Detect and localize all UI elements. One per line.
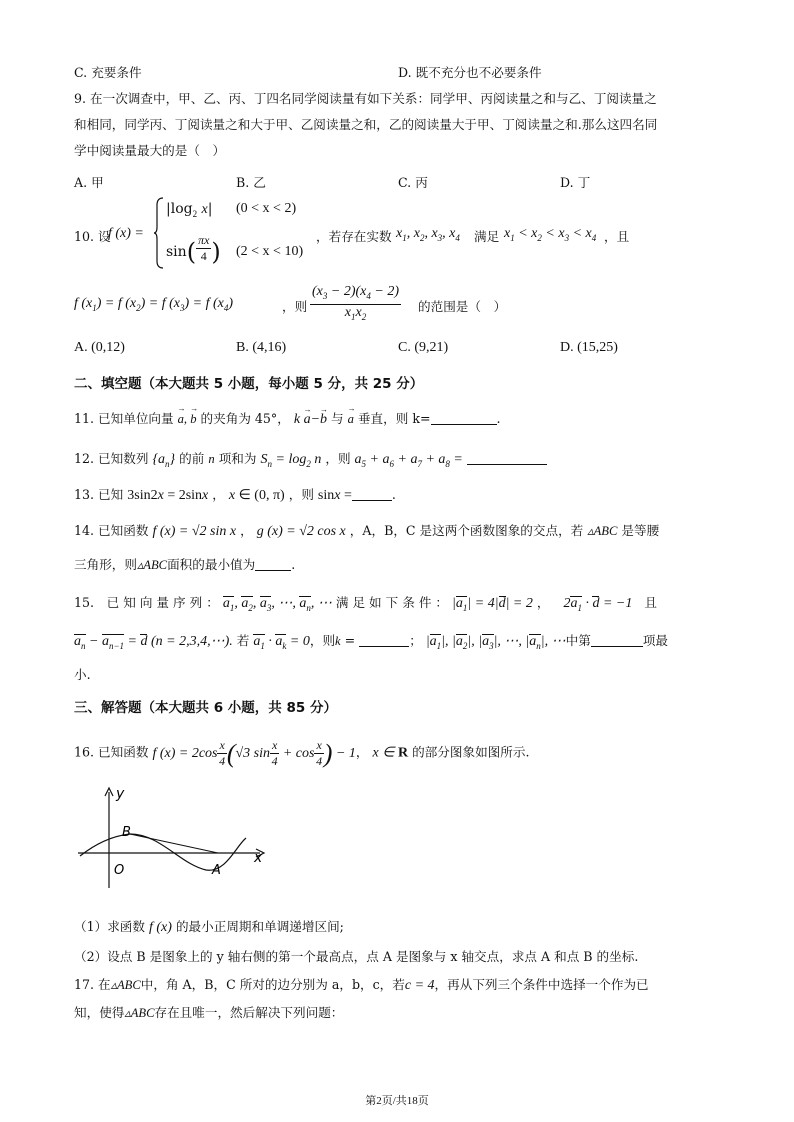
q14-c: ，A，B，C 是这两个函数图象的交点，若 bbox=[349, 523, 584, 538]
q11-d: 垂直，则 k= bbox=[357, 411, 431, 426]
y-label: y bbox=[116, 786, 125, 802]
q13-c: ，则 bbox=[288, 487, 314, 502]
q10-equalities: f $(x_1) = f$ $(x_2) = f$ $(x_3) = f$ $(x_4)$ bbox=[74, 296, 234, 313]
q11-b: 的夹角为 45°， bbox=[200, 411, 290, 426]
q11-e: . bbox=[496, 411, 501, 426]
q13-d: . bbox=[391, 487, 396, 502]
q15-line2d: 中第 bbox=[565, 633, 591, 648]
q15-line3: 小. bbox=[74, 667, 91, 682]
q16-line1 bbox=[74, 738, 529, 769]
q17-line2b: 存在且唯一，然后解决下列问题： bbox=[154, 1005, 344, 1020]
q14-f: f (x) = √2 sin x bbox=[152, 524, 237, 539]
q10-ineq: $x_1 < x_2 < x_3 < x_4$ bbox=[504, 226, 597, 243]
q10-case1: $|\log_2$ x| bbox=[166, 201, 213, 219]
q12-d: ，则 bbox=[325, 451, 351, 466]
q10-mid3: ，且 bbox=[604, 229, 630, 244]
q14-line2a: 三角形，则 bbox=[74, 557, 137, 572]
brace-icon bbox=[154, 197, 164, 269]
point-b-label: B bbox=[122, 825, 131, 840]
q12-n: n bbox=[208, 452, 215, 466]
q15-seq: $a_1$, $a_2$, $a_3$, ⋯, $a_n$, ⋯ bbox=[223, 596, 332, 611]
q14-tri2: ▵ABC bbox=[136, 558, 168, 572]
q14-line2 bbox=[74, 556, 295, 574]
q12-sum: $S_n = \log_2 n$ bbox=[260, 452, 322, 469]
q15-line2: $a_n - a_{n-1} = d$ (n = 2,3,4,⋯). 若 $a_1 \cdot a_k = 0$，则k = ； $|a_1|$, $|a_2|$, $|a_3|$, ⋯, $|a_n|$, ⋯中第 项最 bbox=[74, 632, 668, 655]
q10-fx: f (x) = bbox=[108, 226, 144, 241]
q13-blank[interactable] bbox=[352, 488, 392, 501]
section-title-fill-in: 二、填空题（本大题共 5 小题，每小题 5 分，共 25 分） bbox=[74, 376, 424, 392]
q12-seq: $\{a_n\}$ bbox=[152, 452, 176, 469]
q11 bbox=[74, 410, 501, 429]
q10-option-b: B. (4,16) bbox=[236, 340, 287, 355]
q8-option-d: D. 既不充分也不必要条件 bbox=[398, 65, 542, 80]
q15-line2e: 项最 bbox=[642, 633, 669, 648]
q10-fraction: $\frac{(x_3 - 2)(x_4 - 2)}{x_1x_2}$ bbox=[312, 284, 399, 322]
q16-b: ， bbox=[355, 744, 369, 760]
q10-option-d: D. (15,25) bbox=[560, 340, 618, 355]
q10-option-c: C. (9,21) bbox=[398, 340, 449, 355]
q12-expr: $a_5 + a_6 + a_7 + a_8$ = bbox=[354, 452, 463, 469]
q15-diff: $a_n - a_{n-1} = d$ (n = 2,3,4,⋯). bbox=[74, 634, 233, 649]
q9-line1: 9. 在一次调查中，甲、乙、丙、丁四名同学阅读量有如下关系：同学甲、丙阅读量之和与乙、丁阅读量之 bbox=[74, 91, 657, 106]
q16-part1 bbox=[74, 918, 344, 937]
q16-graph bbox=[76, 778, 276, 888]
segment-ab bbox=[130, 834, 218, 853]
q12-c: 项和为 bbox=[218, 451, 257, 466]
q17-line1 bbox=[74, 976, 649, 995]
q17-line2a: 知，使得 bbox=[74, 1005, 125, 1020]
q15-a: 15. 已 知 向 量 序 列 ： bbox=[74, 595, 219, 610]
sine-curve bbox=[80, 834, 246, 870]
q13 bbox=[74, 486, 396, 505]
q17-c: c = 4 bbox=[404, 978, 435, 993]
q15-blank2[interactable] bbox=[591, 634, 643, 647]
q16-domain: x ∈ R bbox=[372, 745, 409, 761]
q12-a: 12. 已知数列 bbox=[74, 451, 149, 466]
q10-option-a: A. (0,12) bbox=[74, 340, 125, 355]
q11-expr: k a →−b → bbox=[294, 412, 327, 427]
q15-norms: $|a_1|$, $|a_2|$, $|a_3|$, ⋯, $|a_n|$, ⋯ bbox=[426, 634, 566, 649]
q14-g: g (x) = √2 cos x bbox=[256, 524, 346, 539]
q16-c: 的部分图象如图所示. bbox=[412, 744, 530, 760]
q9-option-c: C. 丙 bbox=[398, 175, 428, 190]
origin-label: O bbox=[114, 863, 125, 878]
q16-part2: （2）设点 B 是图象上的 y 轴右侧的第一个最高点，点 A 是图象与 x 轴交点，求点 A 和点 B 的坐标. bbox=[74, 949, 639, 964]
q15-line2c: ； bbox=[409, 633, 422, 648]
q14-tri: ▵ABC bbox=[587, 524, 618, 538]
q16-part1-f: f (x) bbox=[149, 920, 172, 935]
q10-mid2: 满足 bbox=[474, 229, 500, 244]
q12-blank[interactable] bbox=[467, 452, 547, 465]
q17-tri: ▵ABC bbox=[110, 978, 141, 992]
q11-blank[interactable] bbox=[431, 412, 497, 425]
q15-d: 且 bbox=[644, 595, 657, 610]
q10-cond2: (2 < x < 10) bbox=[236, 244, 304, 259]
q14-blank[interactable] bbox=[255, 558, 291, 571]
q15-cond1: $|a_1| = 4|d| = 2$ bbox=[452, 596, 533, 611]
q14-line1 bbox=[74, 522, 659, 541]
q16-part1-b: 的最小正周期和单调递增区间; bbox=[175, 919, 344, 934]
q9-line2: 和相同，同学丙、丁阅读量之和大于甲、乙阅读量之和，乙的阅读量大于甲、丁阅读量之和.那么这四名同 bbox=[74, 117, 658, 132]
q13-a: 13. 已知 bbox=[74, 487, 124, 502]
q10-lead: 10. 设 bbox=[74, 229, 111, 244]
q15-line1 bbox=[74, 594, 657, 617]
q16-a: 16. 已知函数 bbox=[74, 744, 149, 760]
q8-option-c: C. 充要条件 bbox=[74, 65, 142, 80]
q14-b: ， bbox=[240, 523, 253, 538]
q16-formula: f (x) = 2cos $\frac{x}{4}$ (√3 sin $\frac{x}{4}$ + cos $\frac{x}{4}$ ) − 1 bbox=[152, 738, 356, 768]
q13-domain: x ∈ (0, π) bbox=[228, 488, 285, 503]
q14-a: 14. 已知函数 bbox=[74, 523, 149, 538]
q15-line2a: 若 bbox=[236, 633, 250, 648]
q17-line2 bbox=[74, 1004, 343, 1022]
point-a-label: A bbox=[212, 863, 221, 878]
q14-line2c: . bbox=[291, 557, 296, 572]
q10-vars: $x_1$, $x_2$, $x_3$, $x_4$ bbox=[396, 226, 460, 243]
q17-line1a: 17. 在 bbox=[74, 977, 111, 992]
q13-b: ， bbox=[212, 487, 225, 502]
q14-d: 是等腰 bbox=[621, 523, 660, 538]
q11-c: 与 bbox=[331, 411, 344, 426]
q12-b: 的前 bbox=[179, 451, 205, 466]
q15-c: ， bbox=[536, 595, 550, 610]
q13-eq: 3sin2x = 2sinx bbox=[127, 488, 209, 503]
q9-option-d: D. 丁 bbox=[560, 175, 591, 190]
q15-k: k bbox=[335, 634, 341, 648]
q9-option-b: B. 乙 bbox=[236, 175, 266, 190]
q15-perp: $a_1 \cdot a_k = 0$ bbox=[253, 634, 309, 649]
q12 bbox=[74, 450, 547, 473]
q11-vectors: a →, b → bbox=[178, 412, 197, 426]
q9-option-a: A. 甲 bbox=[74, 175, 104, 190]
q10-mid1: ，若存在实数 bbox=[316, 229, 392, 244]
q15-line2b: ，则 bbox=[309, 633, 336, 648]
page-footer: 第2页/共18页 bbox=[365, 1095, 429, 1107]
q15-blank1[interactable] bbox=[359, 634, 409, 647]
x-label: x bbox=[254, 850, 263, 866]
q9-line3: 学中阅读量最大的是（ ） bbox=[74, 143, 226, 158]
q13-ask: sinx = bbox=[317, 488, 352, 503]
q17-line1b: 中，角 A，B，C 所对的边分别为 a，b，c，若 bbox=[140, 977, 405, 992]
section-title-solve: 三、解答题（本大题共 6 小题，共 85 分） bbox=[74, 700, 337, 716]
q10-case2: sin( $\frac{\pi x}{4}$ ) bbox=[166, 232, 221, 266]
q10-cond1: (0 < x < 2) bbox=[236, 201, 297, 216]
q15-b: 满 足 如 下 条 件 ： bbox=[335, 595, 449, 610]
q17-line1c: ，再从下列三个条件中选择一个作为已 bbox=[434, 977, 649, 992]
q11-vec-a: a → bbox=[348, 412, 354, 426]
q11-a: 11. 已知单位向量 bbox=[74, 411, 174, 426]
q15-cond2: $2a_1 \cdot d = -1$ bbox=[563, 596, 632, 611]
q16-part1-a: （1）求函数 bbox=[74, 919, 145, 934]
q17-tri2: ▵ABC bbox=[124, 1006, 155, 1020]
q10-tail: ，则 bbox=[282, 299, 308, 314]
q14-line2b: 面积的最小值为 bbox=[167, 557, 256, 572]
q10-tail2: 的范围是（ ） bbox=[418, 299, 507, 314]
